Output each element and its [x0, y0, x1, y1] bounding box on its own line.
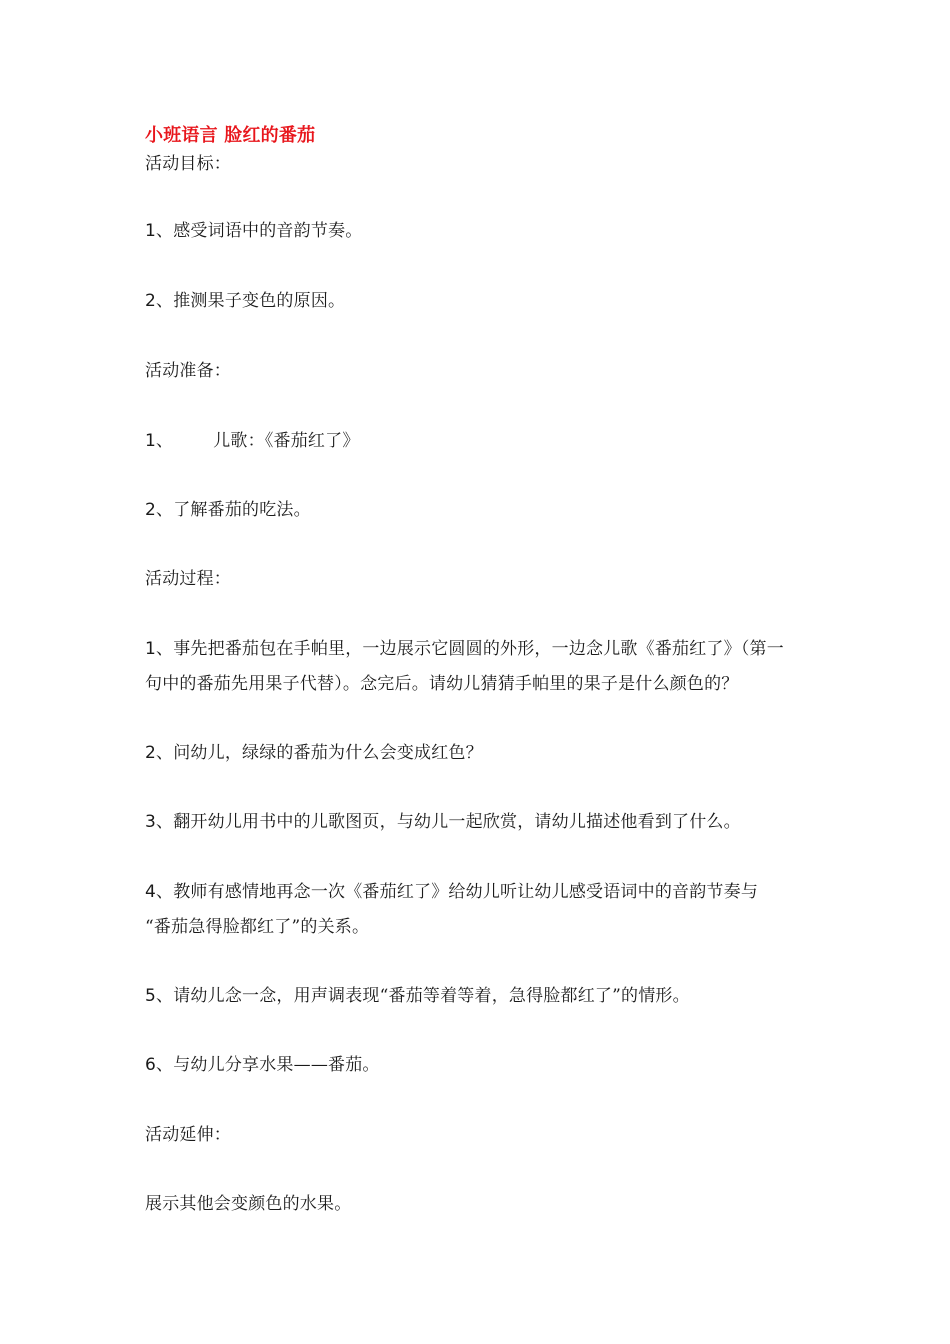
goals-heading: 活动目标：	[145, 154, 231, 174]
goal-item-text: 推测果子变色的原因。	[173, 291, 346, 311]
prep-item-number: 2、	[145, 500, 174, 520]
goal-item-2	[145, 290, 345, 312]
process-item-4	[145, 881, 758, 903]
process-item-number: 5、	[145, 986, 174, 1006]
goal-item-1	[145, 220, 362, 242]
prep-item-text: 了解番茄的吃法。	[173, 500, 311, 520]
process-item-text: 与幼儿分享水果——番茄。	[173, 1055, 380, 1075]
goal-item-number: 1、	[145, 221, 174, 241]
process-item-text-line1: 事先把番茄包在手帕里，一边展示它圆圆的外形，一边念儿歌《番茄红了》（第一	[173, 639, 784, 659]
extension-heading: 活动延伸：	[145, 1125, 231, 1145]
process-item-2	[145, 742, 483, 764]
prep-item-1	[145, 430, 360, 452]
prep-item-2	[145, 499, 311, 521]
process-item-3	[145, 811, 741, 833]
process-item-text: 请幼儿念一念，用声调表现“番茄等着等着，急得脸都红了”的情形。	[173, 986, 690, 1006]
process-item-number: 2、	[145, 743, 174, 763]
process-item-number: 1、	[145, 639, 174, 659]
process-heading: 活动过程：	[145, 569, 231, 589]
process-item-1-continued: 句中的番茄先用果子代替）。念完后。请幼儿猜猜手帕里的果子是什么颜色的？	[145, 674, 739, 694]
process-item-4-continued: “番茄急得脸都红了”的关系。	[145, 917, 370, 937]
process-item-number: 3、	[145, 812, 174, 832]
extension-text: 展示其他会变颜色的水果。	[145, 1194, 352, 1214]
prep-heading: 活动准备：	[145, 361, 231, 381]
process-item-number: 6、	[145, 1055, 174, 1075]
goal-item-number: 2、	[145, 291, 174, 311]
process-item-text: 问幼儿，绿绿的番茄为什么会变成红色？	[173, 743, 483, 763]
prep-item-text: 儿歌：《番茄红了》	[213, 431, 360, 451]
process-item-text: 翻开幼儿用书中的儿歌图页，与幼儿一起欣赏，请幼儿描述他看到了什么。	[173, 812, 741, 832]
process-item-6	[145, 1054, 380, 1076]
prep-item-number: 1、	[145, 431, 174, 451]
process-item-1	[145, 638, 784, 660]
process-item-number: 4、	[145, 882, 174, 902]
goal-item-text: 感受词语中的音韵节奏。	[173, 221, 363, 241]
process-item-5	[145, 985, 690, 1007]
page-title: 小班语言 脸红的番茄	[145, 125, 316, 146]
process-item-text-line1: 教师有感情地再念一次《番茄红了》给幼儿听让幼儿感受语词中的音韵节奏与	[173, 882, 759, 902]
